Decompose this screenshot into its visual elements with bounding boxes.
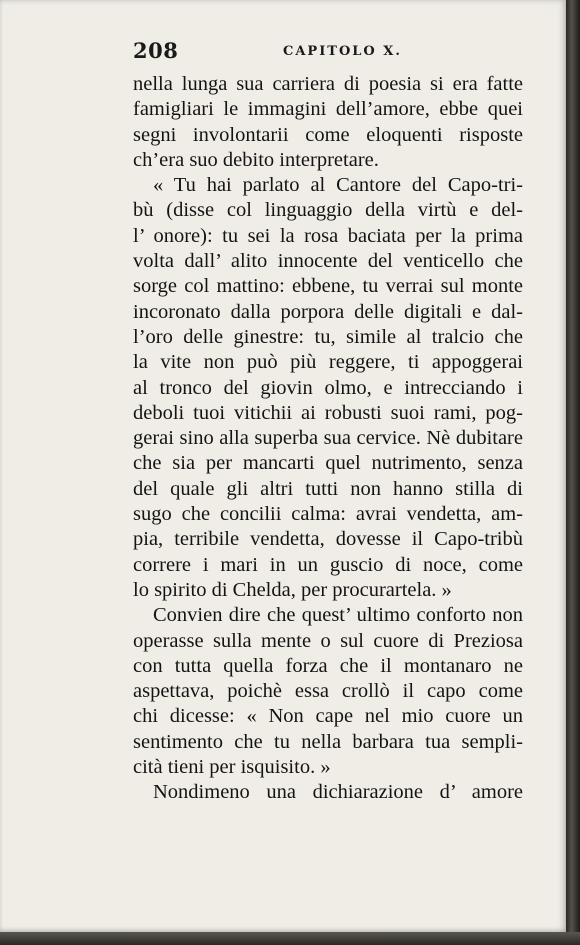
text-line: lo spirito di Chelda, per procurartela. » — [133, 578, 452, 601]
chapter-title: CAPITOLO X. — [283, 44, 402, 59]
text-line: Nondimeno una dichiarazione d’ amore — [153, 781, 523, 804]
text-line: operasse sulla mente o sul cuore di Preziosa — [133, 629, 523, 652]
text-line: pia, terribile vendetta, dovesse il Capo-tribù — [133, 528, 523, 551]
text-line: aspettava, poichè essa crollò il capo come — [133, 680, 523, 703]
text-line: incoronato dalla porpora delle digitali e dal- — [133, 300, 523, 323]
text-line: gerai sino alla superba sua cervice. Nè dubitare — [133, 427, 523, 450]
text-line: sorge col mattino: ebbene, tu verrai sul monte — [133, 275, 523, 298]
text-line: che sia per mancarti quel nutrimento, senza — [133, 452, 523, 475]
body-text — [133, 72, 523, 806]
text-line: Convien dire che quest’ ultimo conforto non — [153, 604, 523, 627]
text-line: del quale gli altri tutti non hanno stilla di — [133, 477, 523, 500]
text-line: al tronco del giovin olmo, e intrecciando i — [133, 376, 523, 399]
text-line: volta dall’ alito innocente del venticello che — [133, 250, 523, 273]
page-edge-right — [566, 0, 580, 945]
page-number: 208 — [133, 38, 179, 63]
running-head — [133, 38, 523, 68]
text-line: con tutta quella forza che il montanaro ne — [133, 654, 523, 677]
text-line: famigliari le immagini dell’amore, ebbe quei — [133, 98, 523, 121]
text-line: cità tieni per isquisito. » — [133, 756, 331, 779]
text-line: l’oro delle ginestre: tu, simile al tralcio che — [133, 325, 523, 348]
text-line: la vite non può più reggere, ti appoggerai — [133, 351, 523, 374]
text-line: bù (disse col linguaggio della virtù e del- — [133, 199, 523, 222]
text-line: correre i mari in un guscio di noce, come — [133, 553, 523, 576]
text-line: l’ onore): tu sei la rosa baciata per la prima — [133, 224, 523, 247]
text-line: sentimento che tu nella barbara tua sempli- — [133, 730, 523, 753]
text-line: deboli tuoi vitichii ai robusti suoi rami, pog- — [133, 401, 523, 424]
text-line: segni involontarii come eloquenti risposte — [133, 123, 523, 146]
text-line: « Tu hai parlato al Cantore del Capo-tri- — [153, 174, 523, 197]
text-line: chi dicesse: « Non cape nel mio cuore un — [133, 705, 523, 728]
text-line: sugo che concilii calma: avrai vendetta, am- — [133, 503, 523, 526]
text-line: nella lunga sua carriera di poesia si era fatte — [133, 73, 523, 95]
text-line: ch’era suo debito interpretare. — [133, 148, 379, 171]
page-edge-bottom — [0, 932, 580, 945]
